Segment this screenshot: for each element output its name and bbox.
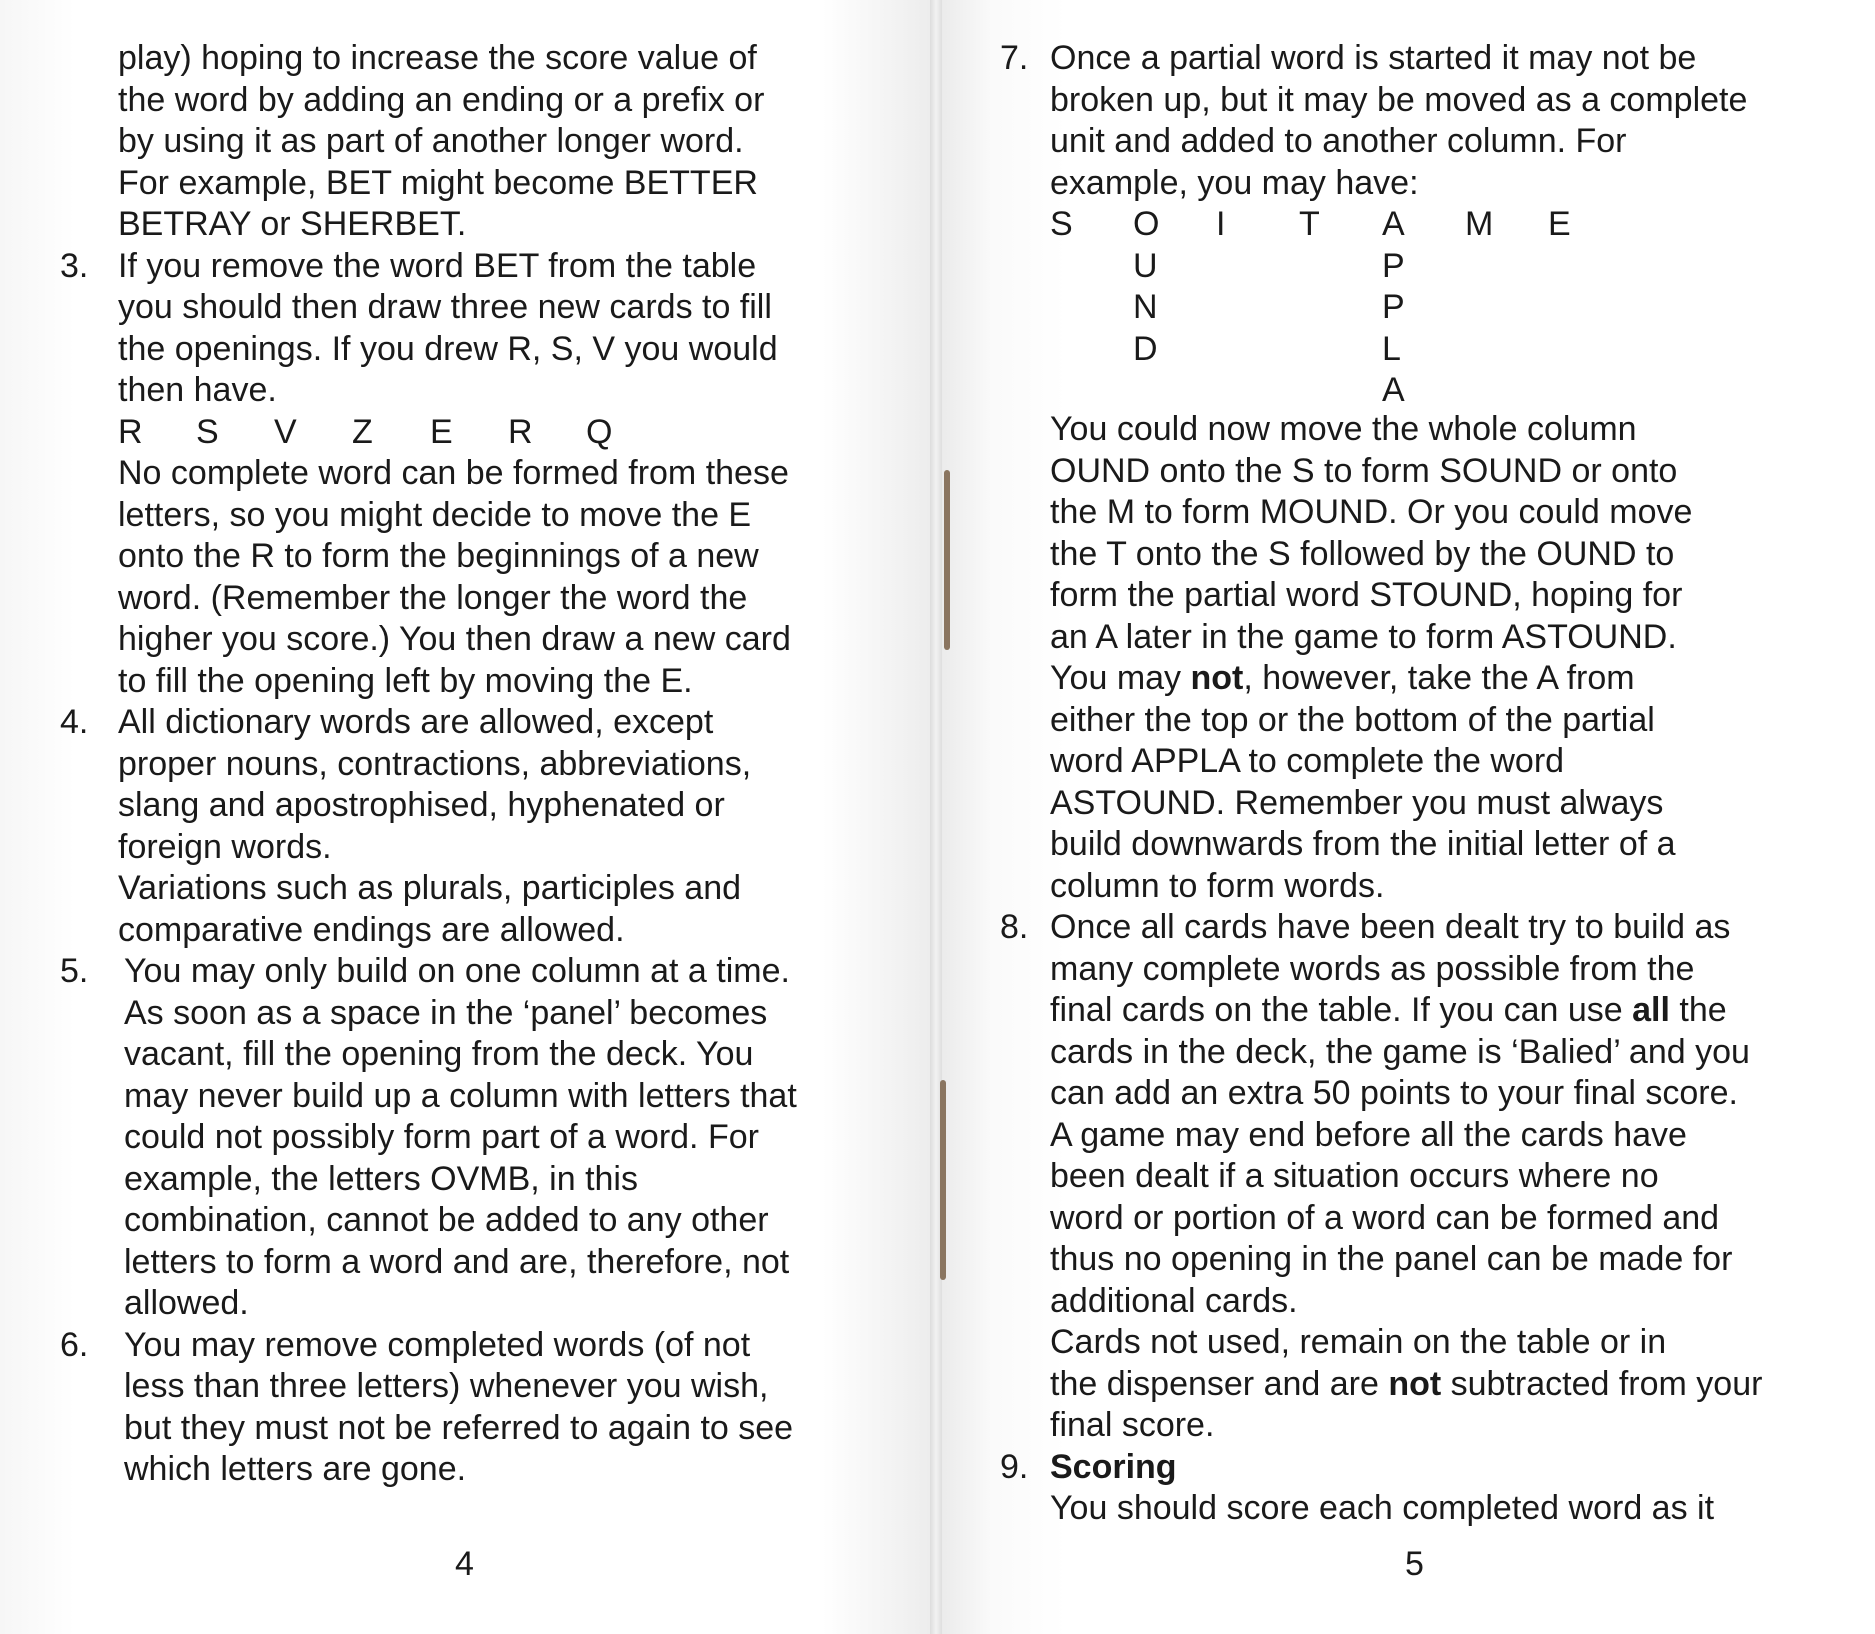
page-number: 5 [1405, 1545, 1424, 1583]
text-line: word or portion of a word can be formed and [1050, 1198, 1720, 1237]
rule-number: 6. [60, 1325, 89, 1364]
letter-card: R [508, 412, 533, 451]
grid-letter: T [1299, 205, 1320, 243]
intro-body [118, 38, 920, 246]
text-span: final cards on the table. If you can use [1050, 991, 1633, 1029]
bold-word: not [1388, 1364, 1442, 1403]
grid-letter [1050, 370, 1133, 412]
grid-letter: N [1133, 288, 1158, 326]
text-line: Variations such as plurals, participles and [118, 869, 742, 907]
letter-card: E [430, 412, 453, 451]
text-line: BETRAY or SHERBET. [118, 205, 467, 243]
grid-letter [1548, 287, 1631, 329]
text-line-with-bold [1050, 1364, 1860, 1406]
text-span: subtracted from your [1441, 1364, 1763, 1403]
text-line: play) hoping to increase the score value of [118, 39, 757, 77]
rule-item-9 [1000, 1447, 1860, 1530]
text-line: been dealt if a situation occurs where no [1050, 1157, 1659, 1195]
text-line: broken up, but it may be moved as a complete [1050, 80, 1748, 119]
text-line: many complete words as possible from the [1050, 949, 1695, 988]
intro-paragraph [60, 38, 920, 246]
letter-card: R [118, 412, 143, 451]
text-line: cards in the deck, the game is ‘Balied’ and you [1050, 1032, 1750, 1071]
text-line: You could now move the whole column [1050, 410, 1637, 448]
grid-letter [1216, 246, 1299, 288]
text-line: unit and added to another column. For [1050, 122, 1627, 160]
letter-card: Q [586, 412, 613, 451]
text-line: can add an extra 50 points to your final score. [1050, 1074, 1738, 1112]
text-line: comparative endings are allowed. [118, 910, 625, 949]
grid-letter [1216, 329, 1299, 371]
rule-body-continued [118, 453, 920, 702]
text-line: allowed. [124, 1284, 249, 1322]
left-page [0, 0, 935, 1634]
grid-letter: I [1216, 205, 1226, 243]
text-line: OUND onto the S to form SOUND or onto [1050, 451, 1678, 490]
grid-row [1050, 204, 1860, 246]
text-line: You may remove completed words (of not [124, 1325, 751, 1364]
text-line: Cards not used, remain on the table or in [1050, 1323, 1667, 1361]
text-line: form the partial word STOUND, hoping for [1050, 576, 1683, 614]
text-span: , however, take the A from [1243, 659, 1635, 697]
text-line: additional cards. [1050, 1281, 1298, 1320]
text-line: the word by adding an ending or a prefix or [118, 80, 765, 119]
letter-card: Z [352, 412, 373, 451]
grid-letter [1465, 246, 1548, 288]
text-line: final score. [1050, 1406, 1215, 1444]
text-line: either the top or the bottom of the partial [1050, 700, 1655, 739]
text-line: column to form words. [1050, 866, 1385, 905]
grid-letter [1548, 329, 1631, 371]
grid-letter [1299, 370, 1382, 412]
grid-row [1050, 246, 1860, 288]
rule-number: 4. [60, 703, 89, 741]
rule-item-7 [1000, 38, 1860, 907]
grid-letter: M [1465, 205, 1494, 243]
grid-letter: S [1050, 205, 1073, 243]
text-line: You should score each completed word as it [1050, 1489, 1715, 1527]
letter-card: V [274, 412, 297, 451]
text-line: slang and apostrophised, hyphenated or [118, 786, 725, 824]
text-line: letters, so you might decide to move the E [118, 495, 752, 534]
text-line: No complete word can be formed from these [118, 454, 789, 492]
rule-body [1050, 38, 1860, 204]
section-heading: Scoring [1050, 1447, 1177, 1486]
rule-body [124, 1325, 920, 1491]
text-line: the openings. If you drew R, S, V you would [118, 329, 778, 368]
rule-body [124, 951, 920, 1325]
text-line: an A later in the game to form ASTOUND. [1050, 617, 1677, 656]
rule-body [118, 702, 920, 951]
grid-letter [1548, 246, 1631, 288]
text-line-with-bold [1050, 990, 1860, 1032]
grid-letter [1299, 329, 1382, 371]
rule-body-continued [1050, 409, 1860, 907]
text-line: You may only build on one column at a time. [124, 952, 790, 990]
text-line: could not possibly form part of a word. For [124, 1118, 759, 1156]
text-line: example, the letters OVMB, in this [124, 1159, 638, 1198]
text-line: If you remove the word BET from the table [118, 246, 757, 285]
bold-word: not [1190, 659, 1244, 697]
text-line: by using it as part of another longer word. [118, 122, 744, 160]
rule-number: 7. [1000, 39, 1029, 77]
rule-item-3 [60, 246, 920, 703]
grid-letter: P [1382, 246, 1405, 285]
text-line: word APPLA to complete the word [1050, 742, 1565, 780]
text-line: All dictionary words are allowed, except [118, 703, 714, 741]
grid-row [1050, 329, 1860, 371]
text-line: less than three letters) whenever you wish, [124, 1367, 769, 1405]
grid-letter [1465, 370, 1548, 412]
text-line: vacant, fill the opening from the deck. You [124, 1035, 754, 1073]
text-line: Once a partial word is started it may not be [1050, 39, 1697, 77]
text-line: then have. [118, 371, 277, 409]
rule-item-8 [1000, 907, 1860, 1447]
grid-letter [1216, 287, 1299, 329]
grid-letter [1050, 287, 1133, 329]
page-number: 4 [455, 1545, 474, 1583]
text-line: the T onto the S followed by the OUND to [1050, 534, 1675, 573]
grid-letter: E [1548, 205, 1571, 243]
grid-row [1050, 287, 1860, 329]
text-span: the [1669, 991, 1727, 1029]
text-line: combination, cannot be added to any other [124, 1201, 769, 1239]
rule-item-4 [60, 702, 920, 951]
staple-bottom [940, 1080, 946, 1280]
staple-top [944, 470, 950, 650]
column-example-grid [1050, 204, 1860, 409]
grid-letter [1465, 287, 1548, 329]
text-line: but they must not be referred to again to see [124, 1408, 794, 1447]
text-line: higher you score.) You then draw a new card [118, 620, 791, 658]
text-line: which letters are gone. [124, 1450, 467, 1488]
grid-letter [1465, 329, 1548, 371]
rule-number: 5. [60, 952, 89, 990]
text-line: ASTOUND. Remember you must always [1050, 783, 1664, 822]
letter-card: S [196, 412, 219, 451]
rule-body [1050, 907, 1860, 1447]
letter-row-example [118, 412, 920, 454]
text-line: Once all cards have been dealt try to build as [1050, 908, 1731, 946]
grid-letter: A [1382, 371, 1405, 409]
bold-word: all [1632, 991, 1670, 1029]
rule-item-6 [60, 1325, 920, 1491]
text-line: proper nouns, contractions, abbreviations, [118, 744, 752, 783]
text-line: For example, BET might become BETTER [118, 163, 758, 202]
grid-row [1050, 370, 1860, 412]
rule-number: 9. [1000, 1447, 1029, 1486]
text-line: letters to form a word and are, therefore, not [124, 1242, 790, 1281]
text-line: thus no opening in the panel can be made for [1050, 1240, 1733, 1278]
rule-body [118, 246, 920, 412]
grid-letter: D [1133, 329, 1158, 368]
grid-letter [1216, 370, 1299, 412]
rule-body [1050, 1447, 1860, 1530]
left-page-text [60, 38, 920, 1491]
text-line: As soon as a space in the ‘panel’ becomes [124, 993, 768, 1032]
right-page-text [1000, 38, 1860, 1530]
grid-letter [1050, 329, 1133, 371]
text-line-with-bold [1050, 658, 1860, 700]
text-line: onto the R to form the beginnings of a new [118, 537, 759, 575]
grid-letter: P [1382, 288, 1405, 326]
grid-letter [1299, 246, 1382, 288]
text-span: You may [1050, 659, 1191, 697]
text-line: to fill the opening left by moving the E. [118, 661, 693, 700]
text-line: foreign words. [118, 827, 332, 866]
text-line: may never build up a column with letters that [124, 1076, 797, 1115]
grid-letter: L [1382, 329, 1401, 368]
text-line: build downwards from the initial letter of a [1050, 825, 1676, 863]
text-line: you should then draw three new cards to fill [118, 288, 772, 326]
grid-letter [1548, 370, 1631, 412]
text-line: the M to form MOUND. Or you could move [1050, 493, 1693, 531]
text-line: example, you may have: [1050, 163, 1419, 202]
grid-letter: O [1133, 205, 1160, 243]
text-line: A game may end before all the cards have [1050, 1115, 1687, 1154]
grid-letter [1133, 370, 1216, 412]
grid-letter: U [1133, 246, 1158, 285]
rule-item-5 [60, 951, 920, 1325]
grid-letter [1050, 246, 1133, 288]
text-line: word. (Remember the longer the word the [118, 578, 748, 617]
text-span: the dispenser and are [1050, 1364, 1389, 1403]
rule-number: 3. [60, 246, 89, 285]
binding-gutter [930, 0, 942, 1634]
rule-number: 8. [1000, 908, 1029, 946]
grid-letter: A [1382, 205, 1405, 243]
grid-letter [1299, 287, 1382, 329]
